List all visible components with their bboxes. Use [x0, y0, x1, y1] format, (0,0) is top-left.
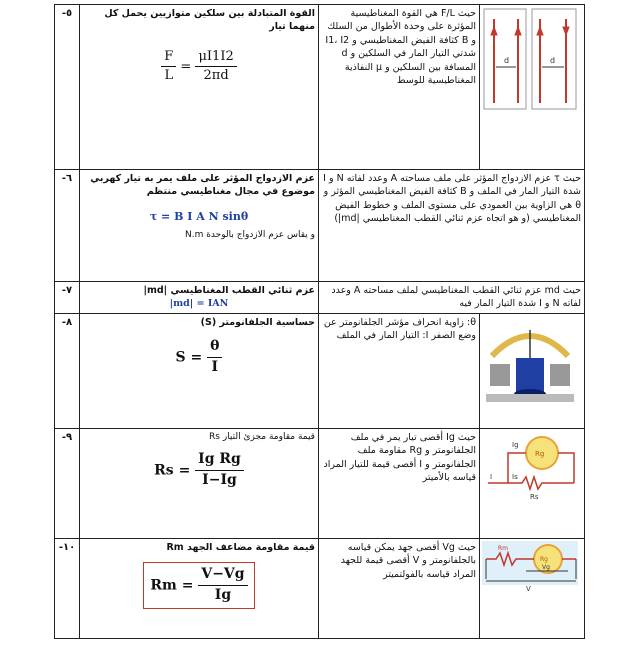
- description-cell: حيث Ig أقصى تيار يمر في ملف الجلفانومتر و Rg مقاومة ملف الجلفانومتر و I أقصى قيمة للتيار المراد قياسه بالأميتر: [319, 429, 480, 539]
- table-row: [55, 539, 585, 639]
- law-cell: [80, 170, 319, 282]
- law-title: قيمة مقاومة مجزئ التيار Rs: [209, 432, 315, 442]
- svg-text:Rs: Rs: [530, 493, 539, 501]
- row-number: ٥-: [55, 5, 80, 170]
- law-title: حساسية الجلفانومتر (S): [200, 317, 315, 328]
- law-equation: $\frac{F}{L}$ = $\frac{\mu I1I2}{2\pi d}$: [83, 48, 315, 86]
- svg-text:Rg: Rg: [535, 450, 545, 458]
- law-equation: S = $\frac{\theta}{I}$: [83, 337, 315, 378]
- table-row: [55, 314, 585, 429]
- description-cell: θ: زاوية انحراف مؤشر الجلفانومتر عن وضع الصفر I: التيار المار في الملف: [319, 314, 480, 429]
- row-number: ٨-: [55, 314, 80, 429]
- laws-table: [54, 4, 585, 639]
- table-row: [55, 5, 585, 170]
- row-number: ٧-: [55, 282, 80, 314]
- galvanometer-figure: [482, 316, 578, 406]
- svg-text:Vg: Vg: [542, 564, 550, 571]
- svg-text:d: d: [550, 56, 556, 65]
- row-number: ٩-: [55, 429, 80, 539]
- law-equation: Rm = $\frac{V-Vg}{Ig}$: [83, 558, 315, 613]
- svg-text:Rg: Rg: [540, 556, 548, 563]
- law-title: عزم ثنائي القطب المغناطيسي |md|: [143, 285, 315, 296]
- figure-cell: [480, 314, 585, 429]
- description-cell: حيث τ عزم الازدواج المؤثر على ملف مساحته A وعدد لفاته N و I شدة التيار المار في الملف و B كثافة الفيض المغناطيسي المؤثر و θ هي الزاوية بين العمودي على مستوى الملف و خطوط الفيض المغناطيسي (و هو اتجاه عزم ثنائي القطب المغناطيسي |md|): [319, 170, 585, 282]
- table-row: [55, 170, 585, 282]
- description-cell: حيث Vg أقصى جهد يمكن قياسه بالجلفانومتر و V أقصى قيمة للجهد المراد قياسه بالفولتميتر: [319, 539, 480, 639]
- ammeter-circuit-figure: [482, 431, 578, 511]
- law-equation: |md| = IAN: [169, 298, 229, 310]
- document-page: [54, 4, 581, 650]
- law-cell: [80, 539, 319, 639]
- svg-text:Is: Is: [512, 473, 518, 481]
- svg-text:V: V: [526, 585, 531, 593]
- law-cell: [80, 5, 319, 170]
- svg-text:Rm: Rm: [498, 545, 509, 552]
- figure-cell: [480, 429, 585, 539]
- figure-cell: [480, 539, 585, 639]
- description-cell: حيث md عزم ثنائي القطب المغناطيسي لملف مساحته A وعدد لفاته N و I شدة التيار المار فيه: [319, 282, 585, 314]
- law-cell: [80, 314, 319, 429]
- description-cell: حيث F/L هي القوة المغناطيسية المؤثرة على وحدة الأطوال من السلك و B كثافة الفيض المغناطيسي و I1، I2 شدتي التيار المار في السلكين و d المسافة بين السلكين و μ النفاذية المغناطيسية للوسط: [319, 5, 480, 170]
- law-cell: [80, 429, 319, 539]
- law-cell: [80, 282, 319, 314]
- svg-text:I: I: [490, 473, 493, 481]
- law-title: القوة المتبادلة بين سلكين متوازيين يحمل كل منهما تيار: [104, 8, 315, 33]
- svg-text:d: d: [504, 56, 510, 65]
- table-row: [55, 429, 585, 539]
- law-title: عزم الازدواج المؤثر على ملف يمر به تيار كهربي موضوع في مجال مغناطيسي منتظم: [90, 173, 315, 198]
- figure-cell: [480, 5, 585, 170]
- voltmeter-circuit-figure: [482, 541, 578, 611]
- law-equation: Rs = $\frac{\text{Ig Rg}}{I-Ig}$: [83, 450, 315, 491]
- table-row: [55, 282, 585, 314]
- law-equation: τ = B I A N sinθ: [149, 209, 249, 223]
- law-title: قيمة مقاومة مضاعف الجهد Rm: [166, 542, 315, 553]
- row-number: ١٠-: [55, 539, 80, 639]
- law-note: و يقاس عزم الازدواج بالوحدة N.m: [184, 229, 315, 240]
- svg-text:Ig: Ig: [512, 441, 519, 449]
- parallel-wires-figure: [482, 7, 578, 127]
- row-number: ٦-: [55, 170, 80, 282]
